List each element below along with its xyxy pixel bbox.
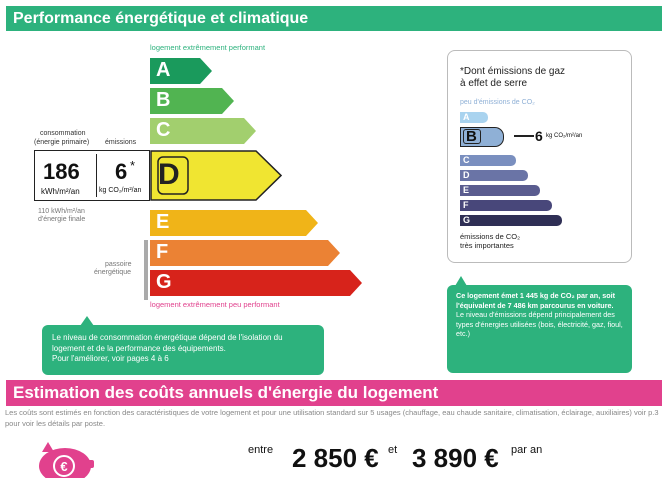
band-letter-c: C [156,119,171,141]
energy-value-box [34,150,150,201]
energy-note-box [42,325,324,375]
co2-bar-d [460,170,528,181]
co2-info-text: Le niveau d'émissions dépend principalement des types d'énergies utilisées (bois, électricité, gaz, fioul, etc.) [456,310,623,339]
co2-high-line-2: très importantes [460,241,514,250]
co2-high-label [460,232,520,250]
co2-bar-g [460,215,562,226]
band-b [150,88,234,114]
consumption-label: consommation [40,130,86,137]
co2-bar-letter-f: F [463,200,469,210]
bottom-label: logement extrêmement peu performant [150,300,280,309]
band-letter-b: B [156,89,171,111]
value-divider [96,154,97,197]
co2-title-line-2: à effet de serre [460,78,528,89]
passoire-label-2: énergétique [94,269,131,276]
cost-max: 3 890 € [412,443,499,473]
band-a [150,58,212,84]
co2-panel-title [460,66,565,90]
piggy-bank-euro-icon [30,440,100,478]
co2-unit: kg CO₂/m²/an [546,133,583,139]
cost-description: Les coûts sont estimés en fonction des caractéristiques de votre logement et pour une utilisation standard sur 5 usages (chauffage, eau chaude sanitaire, climatisation, éclairage, auxiliaires) voir p.3 pour voir les détails par poste. [5,408,659,428]
cost-between: entre [248,444,274,456]
consumption-value: 186 [43,159,80,184]
cost-and: et [388,444,398,456]
co2-title-line-1: *Dont émissions de gaz [460,66,566,77]
passoire-bracket [144,240,148,300]
performance-title: Performance énergétique et climatique [13,10,309,27]
co2-info-box [447,285,632,373]
band-shape-g [150,270,362,296]
emissions-value: 6 [115,159,128,184]
co2-pointer-line [514,135,534,137]
band-letter-g: G [156,271,172,293]
co2-bar-letter-e: E [463,185,470,195]
band-shape-f [150,240,340,266]
top-label: logement extrêmement performant [150,43,266,52]
band-g [150,270,362,296]
co2-bar-e [460,185,540,196]
current-class-letter: D [158,158,180,191]
primary-energy-label: (énergie primaire) [34,139,90,146]
energy-note-text: Le niveau de consommation énergétique dépend de l'isolation du logement et de la performance des équipements. [52,333,283,353]
co2-bar-letter-b: B [466,128,477,145]
co2-low-label: peu d'émissions de CO₂ [460,99,535,106]
co2-value: 6 [535,128,543,144]
final-energy-label: d'énergie finale [38,216,86,223]
band-e [150,210,318,236]
passoire-label-1: passoire [105,261,132,268]
emissions-star: * [130,158,136,173]
co2-bar-letter-c: C [463,155,470,165]
svg-text:€: € [60,459,68,474]
consumption-unit: kWh/m²/an [41,187,80,196]
band-letter-e: E [156,211,170,233]
band-f [150,240,340,266]
final-energy-value: 110 kWh/m²/an [38,208,85,215]
co2-bar-letter-d: D [463,170,470,180]
co2-bar-f [460,200,552,211]
band-letter-a: A [156,59,171,81]
performance-header [6,6,662,31]
cost-title: Estimation des coûts annuels d'énergie du logement [13,383,439,402]
cost-min: 2 850 € [292,443,379,473]
co2-bar-a [460,112,488,123]
band-shape-e [150,210,318,236]
co2-bar-letter-g: G [463,215,471,225]
co2-bar-b [460,127,504,147]
cost-header [6,380,662,406]
cost-per-year: par an [511,444,543,456]
current-class-band [150,150,282,201]
co2-bar-c [460,155,516,166]
energy-note-link[interactable]: Pour l'améliorer, voir pages 4 à 6 [52,354,169,363]
co2-info-bold: Ce logement émet 1 445 kg de CO₂ par an, soit l'équivalent de 7 486 km parcourus en voiture. [456,291,615,310]
band-c [150,118,256,144]
band-letter-f: F [156,241,169,263]
co2-high-line-1: émissions de CO₂ [460,232,521,241]
emissions-label: émissions [105,139,137,146]
emissions-unit: kg CO₂/m²/an [99,187,142,194]
co2-panel [447,50,632,263]
co2-bar-letter-a: A [463,112,470,122]
